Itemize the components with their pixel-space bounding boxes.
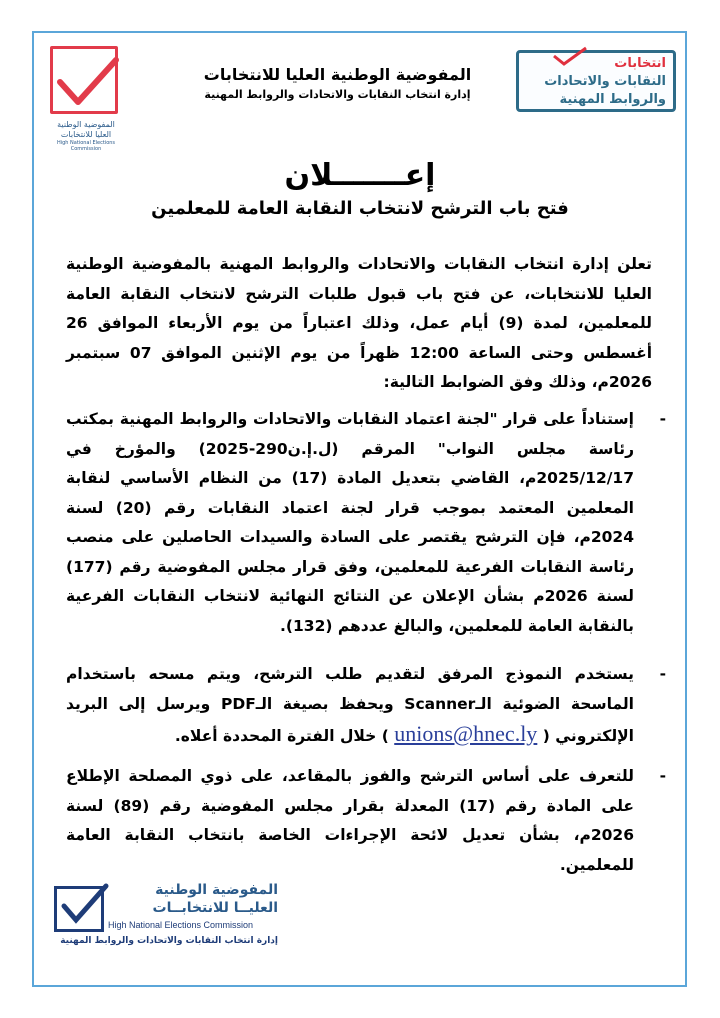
check-mark-icon — [58, 880, 110, 928]
list-item — [66, 660, 666, 752]
announcement-title: إعـــــــلان — [284, 158, 436, 193]
org-name: المفوضية الوطنية العليا للانتخابات — [203, 65, 472, 84]
intro-paragraph: تعلن إدارة انتخاب النقابات والاتحادات والروابط المهنية بالمفوضية الوطنية العليا للانتخابات، عن فتح باب قبول طلبات الترشح لانتخاب النقابة العامة للمعلمين، لمدة (9) أيام عمل، وذلك اعتباراً من يوم الأربعاء الموافق 26 أغسطس وحتى الساعة 12:00 ظهراً من يوم الإثنين الموافق 07 سبتمبر 2026م، وذلك وفق الضوابط التالية: — [66, 255, 653, 391]
logo-text-3: والروابط المهنية — [559, 92, 666, 107]
announcement-subtitle: فتح باب الترشح لانتخاب النقابة العامة للمعلمين — [151, 198, 569, 219]
header — [200, 64, 475, 104]
logo-text-1: المفوضية الوطنية — [57, 120, 115, 129]
check-mark-icon — [550, 46, 590, 68]
footer-logo-text-3: High National Elections Commission — [108, 920, 254, 930]
footer-logo-text-1: المفوضية الوطنية — [155, 882, 278, 898]
footer-logo — [52, 880, 282, 950]
bullet-marker: - — [659, 410, 666, 428]
bullet-text-1: إستناداً على قرار "لجنة اعتماد النقابات والاتحادات والروابط المهنية بمكتب رئاسة مجلس النواب" المرقم (ل.إ.ن290-2025) والمؤرخ في 2025/12/17م، القاضي بتعديل المادة (17) من النظام الأساسي لنقابة المعلمين المعتمد بموجب قرار لجنة اعتماد النقابات رقم (20) لسنة 2024م، فإن الترشح يقتصر على السادة والسيدات الحاصلين على منصب رئاسة النقابات الفرعية للمعلمين، وفق قرار مجلس المفوضية رقم (177) لسنة 2026م بشأن الإعلان عن النتائج النهائية لانتخاب النقابات الفرعية بالنقابة العامة للمعلمين، والبالغ عددهم (132). — [66, 410, 634, 635]
logo-text-1: انتخابات — [614, 56, 666, 71]
logo-text-3: High National Elections Commission — [56, 140, 116, 152]
hnec-logo — [44, 46, 128, 152]
logo-text-2: النقابات والاتحادات — [544, 74, 666, 89]
bullet-text-3: للتعرف على أساس الترشح والفوز بالمقاعد، على ذوي المصلحة الإطلاع على المادة رقم (17) المعدلة بقرار مجلس المفوضية رقم (89) لسنة 2026م، بشأن تعديل لائحة الإجراءات الخاصة بانتخاب النقابة العامة للمعلمين. — [66, 767, 635, 874]
email-link[interactable]: unions@hnec.ly — [394, 721, 538, 746]
bullet-text-2a: يستخدم النموذج المرفق لتقديم طلب الترشح، ويتم مسحه باستخدام الماسحة الضوئية الـScanner ويحفظ بصيغة الـPDF ويرسل إلى البريد الإلكتروني ( — [66, 665, 634, 745]
list-item — [66, 762, 666, 880]
bullet-marker: - — [659, 665, 666, 683]
bullet-marker: - — [659, 767, 666, 785]
department-name: إدارة انتخاب النقابات والاتحادات والروابط المهنية — [204, 88, 471, 101]
footer-logo-text-4: إدارة انتخاب النقابات والاتحادات والروابط المهنية — [60, 936, 278, 946]
bullet-text-2b: ) خلال الفترة المحددة أعلاه. — [174, 727, 389, 745]
footer-logo-text-2: العليــا للانتخابــات — [152, 900, 278, 916]
list-item — [66, 405, 666, 641]
logo-text-2: العليا للانتخابات — [60, 130, 112, 139]
unions-elections-logo — [510, 46, 680, 116]
check-mark-icon — [54, 52, 120, 112]
